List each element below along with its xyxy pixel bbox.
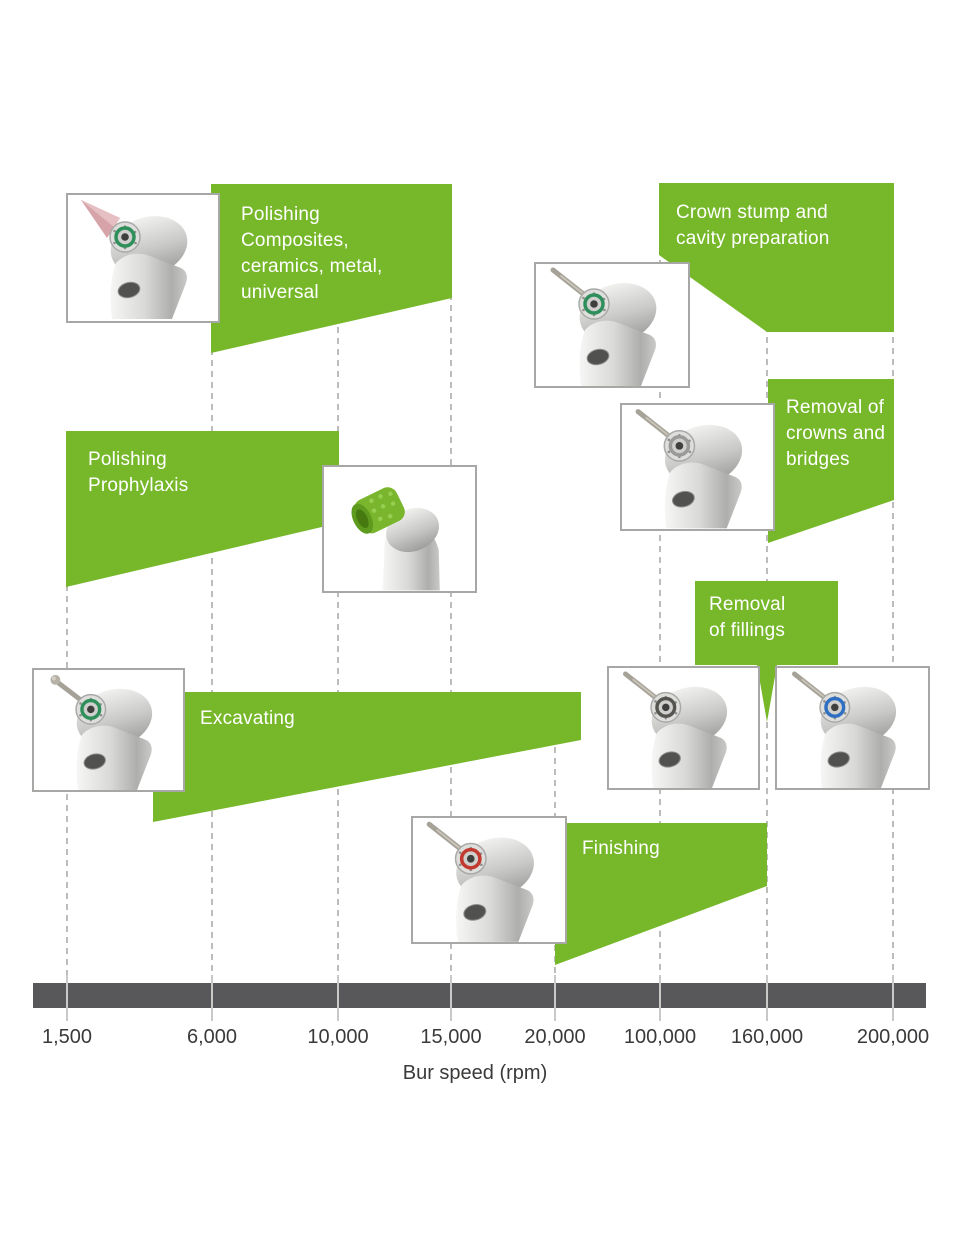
band-label-line: crowns and <box>786 423 886 444</box>
band-label-line: Composites, <box>241 230 349 251</box>
band-label-removal-crowns <box>786 395 885 473</box>
band-label-line: Removal <box>709 594 786 615</box>
photo-removal-fillings-handpiece-left <box>607 666 760 790</box>
axis-tick-label-3: 15,000 <box>420 1026 482 1048</box>
photo-excavating-handpiece <box>32 668 185 792</box>
band-label-finishing <box>582 836 660 862</box>
band-label-line: Removal of <box>786 397 885 418</box>
handpiece-illustration <box>622 405 773 529</box>
band-label-line: universal <box>241 282 319 303</box>
band-label-polishing-prophylaxis <box>88 447 188 499</box>
handpiece-illustration <box>324 467 475 591</box>
handpiece-illustration <box>609 668 758 788</box>
axis-tick-label-5: 100,000 <box>623 1026 697 1048</box>
band-label-crown-stump <box>676 200 830 252</box>
axis-tick-1 <box>211 975 213 1021</box>
handpiece-illustration <box>34 670 183 790</box>
photo-finishing-handpiece <box>411 816 567 944</box>
band-label-excavating <box>200 706 295 732</box>
band-label-line: Finishing <box>582 838 660 859</box>
axis-tick-label-4: 20,000 <box>524 1026 586 1048</box>
band-label-line: Excavating <box>200 708 295 729</box>
band-label-line: of fillings <box>709 620 786 641</box>
photo-polishing-composites-handpiece <box>66 193 220 323</box>
band-label-line: bridges <box>786 449 850 470</box>
handpiece-illustration <box>777 668 928 788</box>
axis-tick-3 <box>450 975 452 1021</box>
photo-crown-stump-handpiece <box>534 262 690 388</box>
axis-tick-6 <box>766 975 768 1021</box>
band-label-removal-fillings <box>709 592 785 644</box>
axis-tick-5 <box>659 975 661 1021</box>
axis-tick-label-0: 1,500 <box>41 1026 93 1048</box>
axis-title: Bur speed (rpm) <box>402 1062 548 1084</box>
handpiece-illustration <box>536 264 688 386</box>
band-label-polishing-composites <box>241 202 383 306</box>
axis-bar <box>33 983 926 1008</box>
band-label-line: ceramics, metal, <box>241 256 383 277</box>
band-label-line: Prophylaxis <box>88 475 189 496</box>
axis-tick-7 <box>892 975 894 1021</box>
handpiece-illustration <box>68 195 218 321</box>
axis-tick-4 <box>554 975 556 1021</box>
handpiece-illustration <box>413 818 565 942</box>
band-label-line: Polishing <box>241 204 320 225</box>
axis-tick-label-6: 160,000 <box>730 1026 804 1048</box>
band-label-line: Crown stump and <box>676 202 828 223</box>
axis-tick-0 <box>66 975 68 1021</box>
axis-tick-2 <box>337 975 339 1021</box>
photo-removal-fillings-handpiece-right <box>775 666 930 790</box>
band-label-line: cavity preparation <box>676 228 830 249</box>
band-label-line: Polishing <box>88 449 167 470</box>
photo-prophylaxis-handpiece <box>322 465 477 593</box>
photo-removal-crowns-handpiece <box>620 403 775 531</box>
axis-tick-label-7: 200,000 <box>856 1026 930 1048</box>
axis-tick-label-2: 10,000 <box>307 1026 369 1048</box>
axis-tick-label-1: 6,000 <box>186 1026 238 1048</box>
